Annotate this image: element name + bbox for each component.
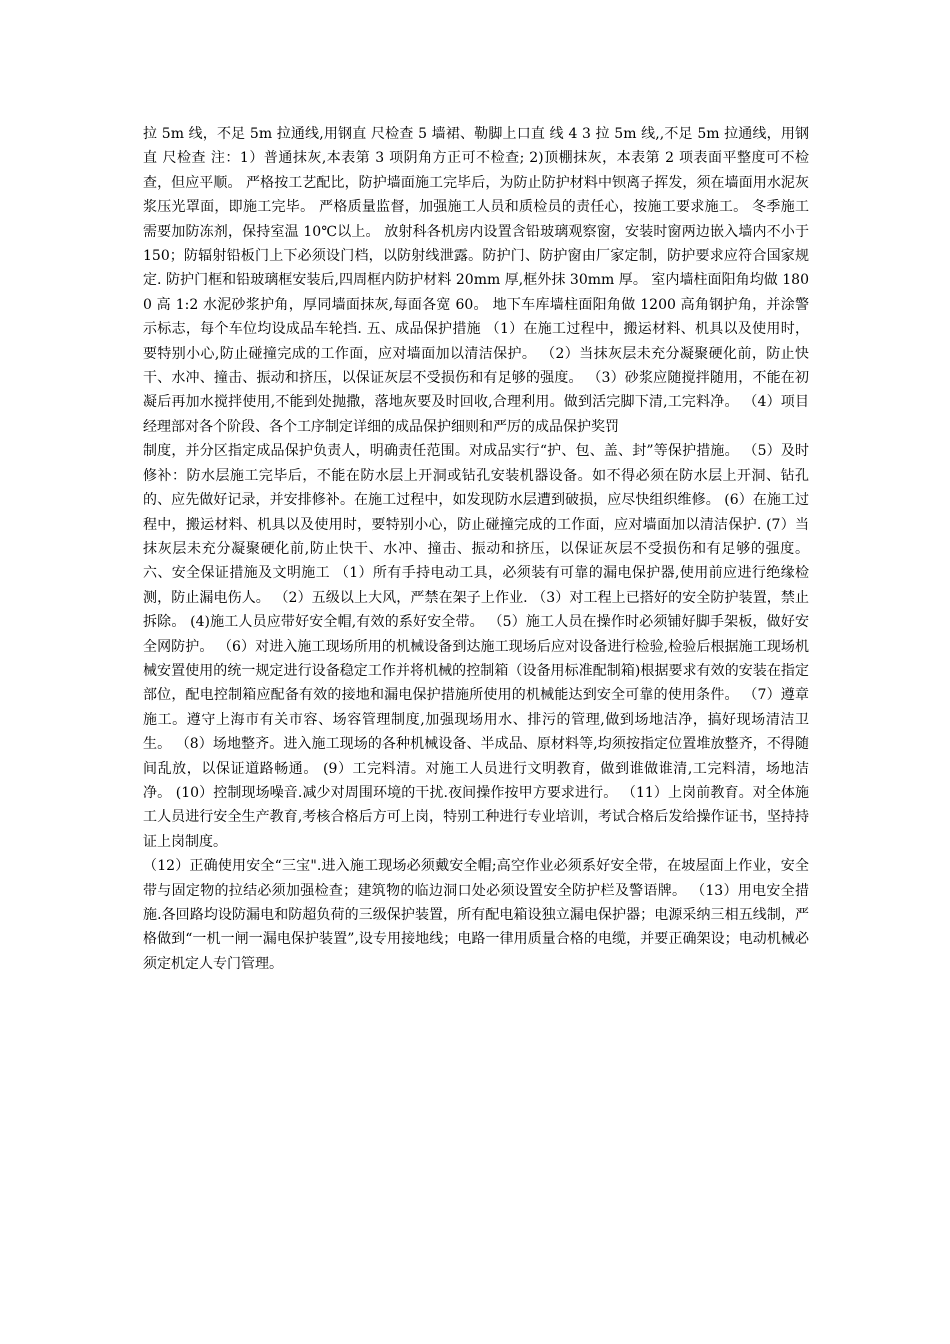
document-body xyxy=(143,122,809,976)
paragraph-1: 拉 5m 线，不足 5m 拉通线,用钢直 尺检查 5 墙裙、勒脚上口直 线 4 3 拉 5m 线,,不足 5m 拉通线，用钢直 尺检查 注：1）普通抹灰,本表第 3 项阴角方正可不检查; 2)顶棚抹灰，本表第 2 项表面平整度可不检查，但应平顺。 严格按工艺配比，防护墙面施工完毕后，为防止防护材料中钡离子挥发，须在墙面用水泥灰浆压光罩面，即施工完毕。 严格质量监督，加强施工人员和质检员的责任心，按施工要求施工。 冬季施工需要加防冻剂，保持室温 10℃以上。 放射科各机房内设置含铅玻璃观察窗，安装时窗两边嵌入墙内不小于 150；防辐射铅板门上下必须设门档，以防射线泄露。防护门、防护窗由厂家定制，防护要求应符合国家规定. 防护门框和铅玻璃框安装后,四周框内防护材料 20mm 厚,框外抹 30mm 厚。 室内墙柱面阳角均做 1800 高 1:2 水泥砂浆护角，厚同墙面抹灰,每面各宽 60。 地下车库墙柱面阳角做 1200 高角钢护角，并涂警示标志，每个车位均设成品车轮挡. 五、成品保护措施 （1）在施工过程中，搬运材料、机具以及使用时，要特别小心,防止碰撞完成的工作面，应对墙面加以清洁保护。 （2）当抹灰层未充分凝聚硬化前，防止快干、水冲、撞击、振动和挤压，以保证灰层不受损伤和有足够的强度。 （3）砂浆应随搅拌随用，不能在初凝后再加水搅拌使用,不能到处抛撒，落地灰要及时回收,合理利用。做到活完脚下清,工完料净。 （4）项目经理部对各个阶段、各个工序制定详细的成品保护细则和严厉的成品保护奖罚 xyxy=(143,126,809,435)
paragraph-3: （12）正确使用安全“三宝".进入施工现场必须戴安全帽;高空作业必须系好安全带，在坡屋面上作业，安全带与固定物的拉结必须加强检查；建筑物的临边洞口处必须设置安全防护栏及警语牌。 （13）用电安全措施.各回路均设防漏电和防超负荷的三级保护装置，所有配电箱设独立漏电保护器；电源采纳三相五线制，严格做到“一机一闸一漏电保护装置”,设专用接地线；电路一律用质量合格的电缆，并要正确架设；电动机械必须定机定人专门管理。 xyxy=(143,858,809,972)
paragraph-2: 制度，并分区指定成品保护负责人，明确责任范围。对成品实行“护、包、盖、封”等保护措施。 （5）及时修补：防水层施工完毕后，不能在防水层上开洞或钻孔安装机器设备。如不得必须在防水层上开洞、钻孔的、应先做好记录，并安排修补。在施工过程中，如发现防水层遭到破损，应尽快组织维修。 (6）在施工过程中，搬运材料、机具以及使用时，要特别小心，防止碰撞完成的工作面，应对墙面加以清洁保护. (7）当抹灰层未充分凝聚硬化前,防止快干、水冲、撞击、振动和挤压，以保证灰层不受损伤和有足够的强度。 六、安全保证措施及文明施工 （1）所有手持电动工具，必须装有可靠的漏电保护器,使用前应进行绝缘检测，防止漏电伤人。 （2）五级以上大风，严禁在架子上作业. （3）对工程上已搭好的安全防护装置，禁止拆除。 (4)施工人员应带好安全帽,有效的系好安全带。 （5）施工人员在操作时必须铺好脚手架板，做好安全网防护。 （6）对进入施工现场所用的机械设备到达施工现场后应对设备进行检验,检验后根据施工现场机械安置使用的统一规定进行设备稳定工作并将机械的控制箱（设备用标准配制箱)根据要求有效的安装在指定部位，配电控制箱应配备有效的接地和漏电保护措施所使用的机械能达到安全可靠的使用条件。 （7）遵章施工。遵守上海市有关市容、场容管理制度,加强现场用水、排污的管理,做到场地洁净，搞好现场清洁卫生。 （8）场地整齐。进入施工现场的各种机械设备、半成品、原材料等,均须按指定位置堆放整齐，不得随间乱放，以保证道路畅通。 (9）工完料清。对施工人员进行文明教育，做到谁做谁清,工完料清，场地洁净。 (10）控制现场噪音.减少对周围环境的干扰.夜间操作按甲方要求进行。 （11）上岗前教育。对全体施工人员进行安全生产教育,考核合格后方可上岗，特别工种进行专业培训，考试合格后发给操作证书，坚持持证上岗制度。 xyxy=(143,443,809,850)
